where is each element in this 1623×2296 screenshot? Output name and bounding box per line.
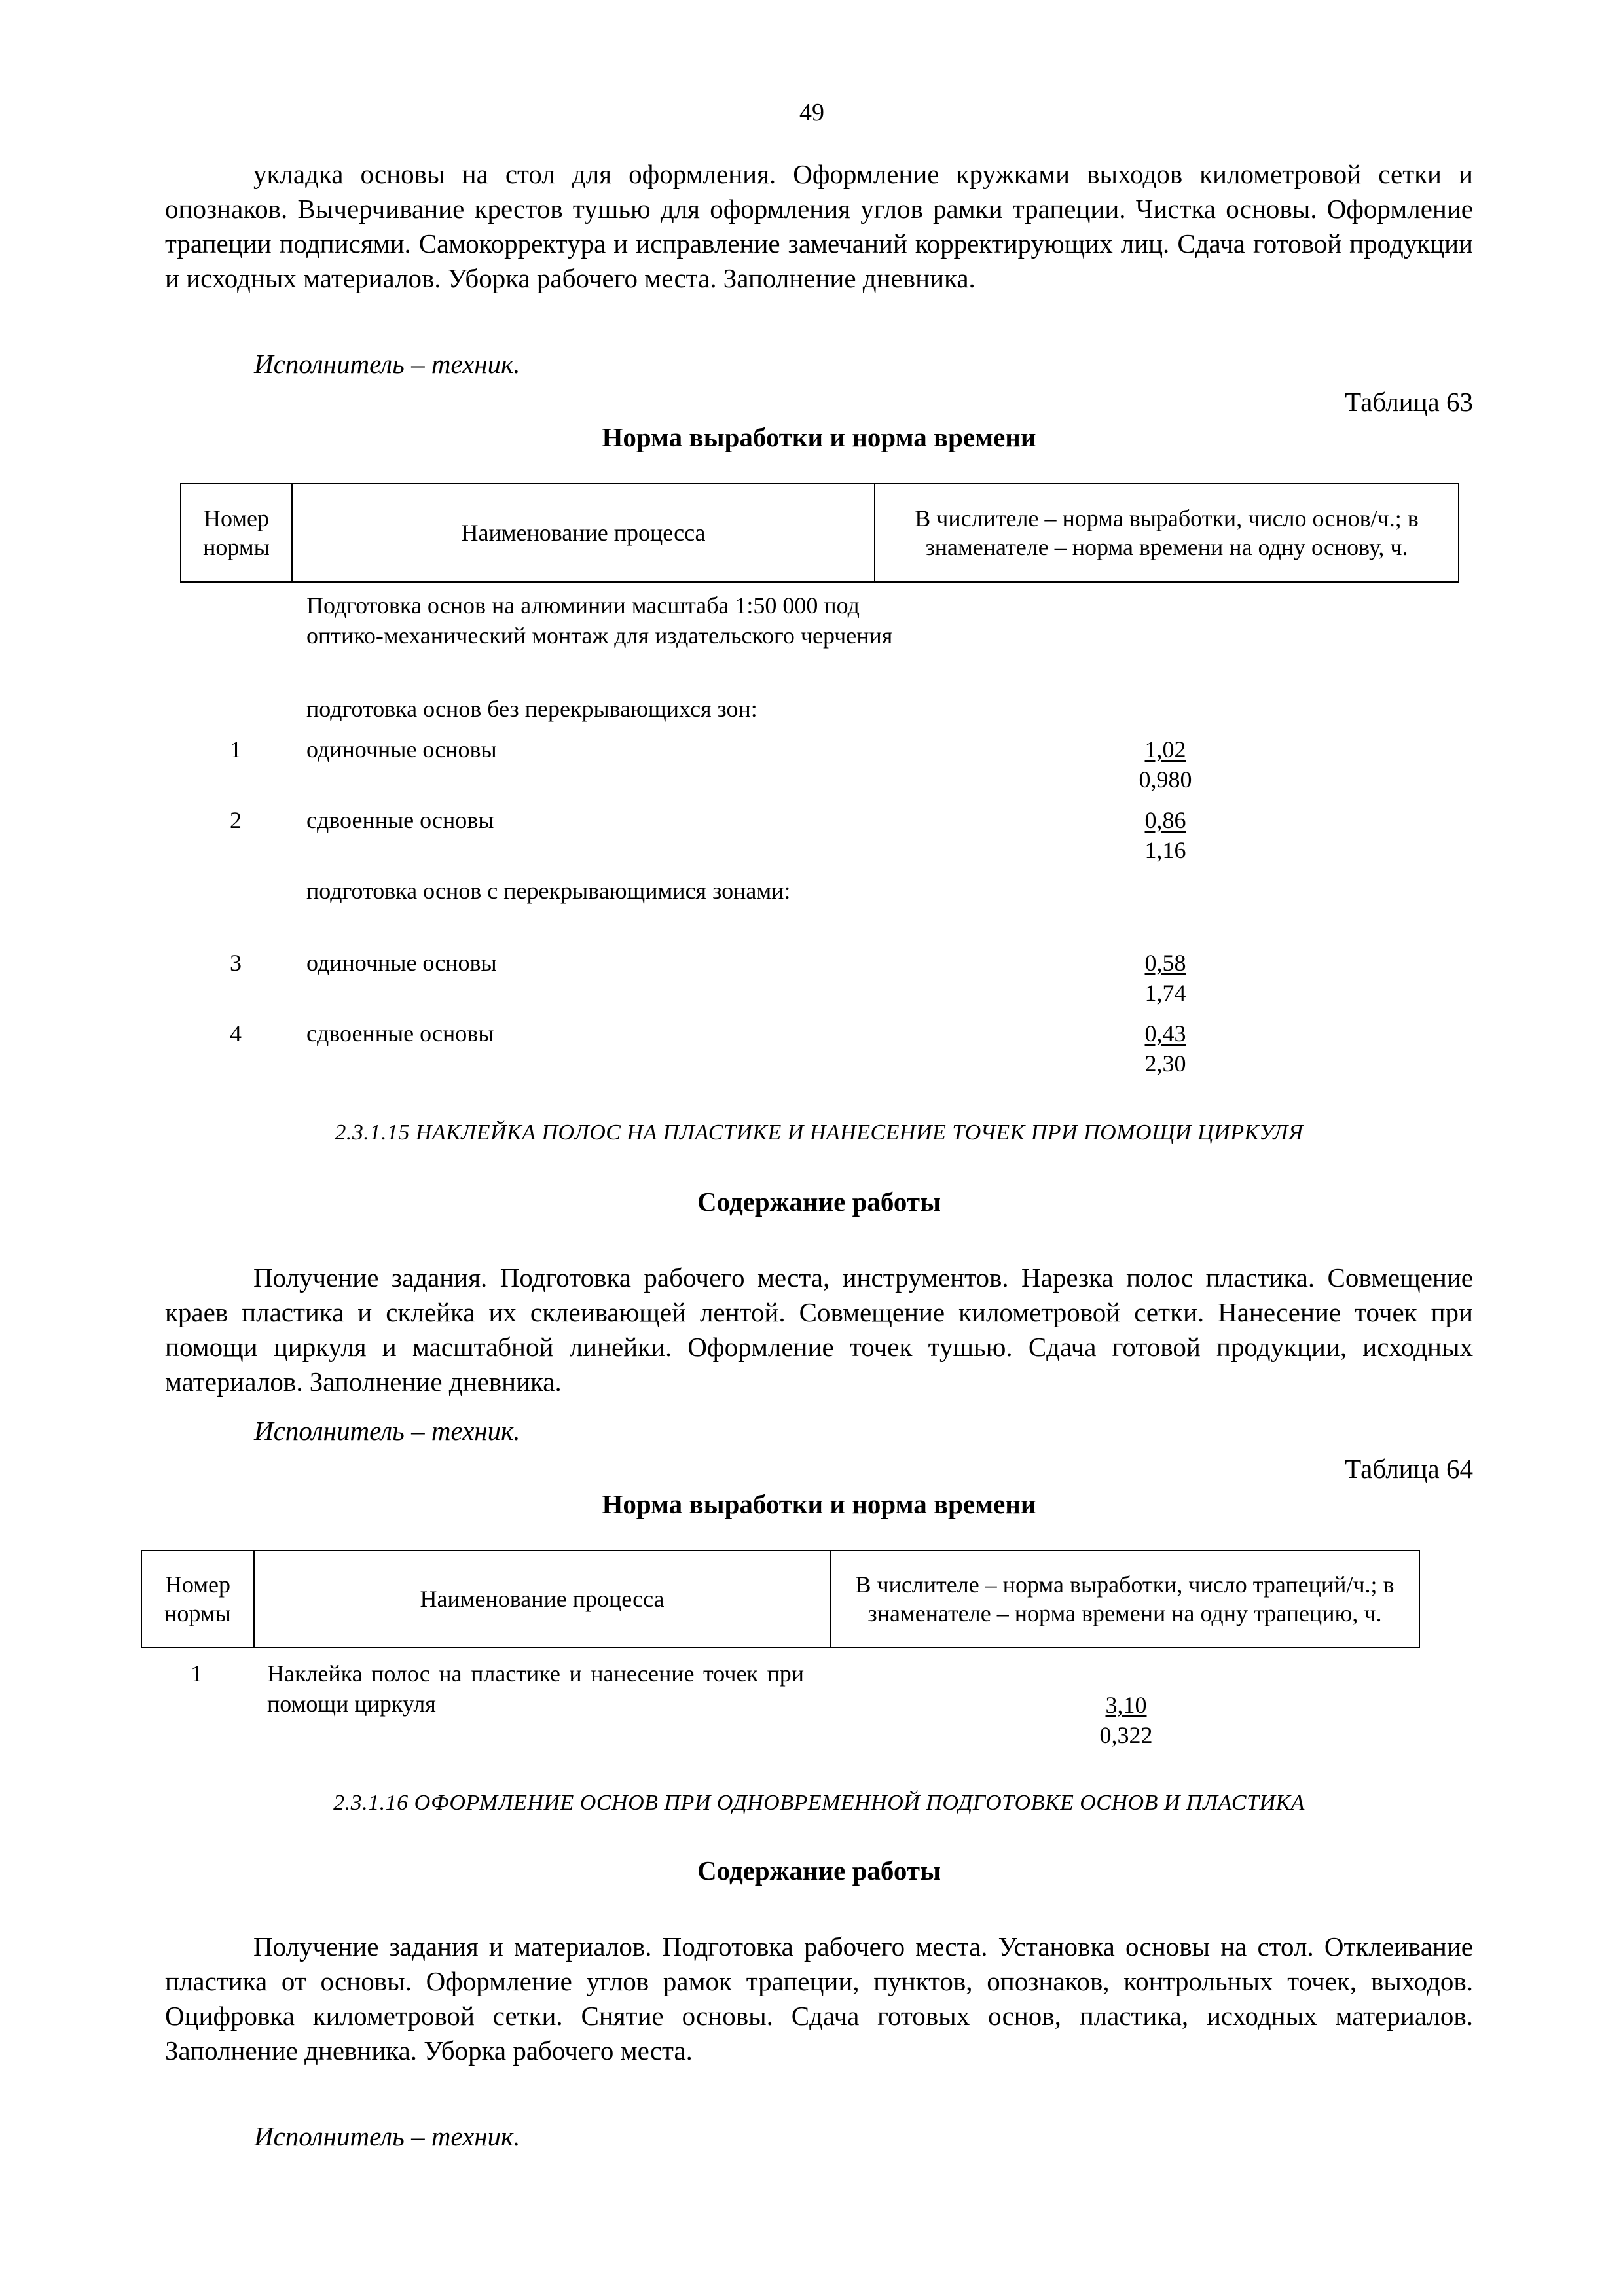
table64-row1-num: 1 <box>191 1660 202 1687</box>
denominator: 1,16 <box>1144 837 1186 863</box>
section-15-heading: 2.3.1.15 НАКЛЕЙКА ПОЛОС НА ПЛАСТИКЕ И НАНЕСЕНИЕ ТОЧЕК ПРИ ПОМОЩИ ЦИРКУЛЯ <box>335 1121 1304 1145</box>
denominator: 0,322 <box>1099 1722 1153 1748</box>
table63-label: Таблица 63 <box>1345 387 1473 417</box>
table63-row3-num: 3 <box>230 950 242 976</box>
section-15-content-title: Содержание работы <box>697 1187 941 1217</box>
section-15-paragraph: Получение задания. Подготовка рабочего места, инструментов. Нарезка полос пластика. Совмещение краев пластика и склейка их склеивающей лентой. Совмещение километровой сетки. Нанесение точек при помощи циркуля и масштабной линейки. Оформление точек тушью. Сдача готовой продукции, исходных материалов. Заполнение дневника. <box>165 1263 1473 1397</box>
table63-col-process: Наименование процесса <box>292 484 875 582</box>
numerator: 3,10 <box>1105 1692 1147 1718</box>
table63-row4-name: сдвоенные основы <box>306 1020 494 1047</box>
table63-subgroup-1: подготовка основ без перекрывающихся зон: <box>306 696 757 722</box>
table63-row1-value <box>1100 734 1231 795</box>
table64-row1-value <box>1061 1690 1192 1750</box>
table64-col-process: Наименование процесса <box>254 1551 830 1647</box>
table63-row1-name: одиночные основы <box>306 736 497 762</box>
table63-row3-value <box>1100 948 1231 1008</box>
numerator: 0,86 <box>1144 807 1186 833</box>
table63-row3-name: одиночные основы <box>306 950 497 976</box>
table64-col-number: Номер нормы <box>141 1551 254 1647</box>
numerator: 0,58 <box>1144 950 1186 976</box>
denominator: 0,980 <box>1139 766 1192 793</box>
numerator: 0,43 <box>1144 1020 1186 1047</box>
table63-row1-num: 1 <box>230 736 242 762</box>
table63-header <box>180 483 1459 583</box>
section-16-executor: Исполнитель – техник. <box>254 2121 520 2151</box>
section-16-heading: 2.3.1.16 ОФОРМЛЕНИЕ ОСНОВ ПРИ ОДНОВРЕМЕННОЙ ПОДГОТОВКЕ ОСНОВ И ПЛАСТИКА <box>333 1791 1305 1815</box>
table63-subgroup-2: подготовка основ с перекрывающимися зонами: <box>306 878 791 904</box>
table63-col-norm: В числителе – норма выработки, число основ/ч.; в знаменателе – норма времени на одну основу, ч. <box>875 484 1459 582</box>
denominator: 2,30 <box>1144 1050 1186 1077</box>
table63-row4-value <box>1100 1018 1231 1079</box>
table63-row2-name: сдвоенные основы <box>306 807 494 833</box>
table64-row1-name: Наклейка полос на пластике и нанесение точек при помощи циркуля <box>267 1660 804 1717</box>
intro-paragraph: укладка основы на стол для оформления. Оформление кружками выходов километровой сетки и опознаков. Вычерчивание крестов тушью для оформления углов рамки трапеции. Чистка основы. Оформление трапеции подписями. Самокорректура и исправление замечаний корректирующих лиц. Сдача готовой продукции и исходных материалов. Уборка рабочего места. Заполнение дневника. <box>165 159 1473 293</box>
table64-header <box>141 1550 1420 1648</box>
table64-col-norm: В числителе – норма выработки, число трапеций/ч.; в знаменателе – норма времени на одну трапецию, ч. <box>830 1551 1419 1647</box>
section-16-content-title: Содержание работы <box>697 1856 941 1886</box>
table63-col-number: Номер нормы <box>181 484 292 582</box>
table63-title: Норма выработки и норма времени <box>602 422 1036 452</box>
section-16-paragraph: Получение задания и материалов. Подготовка рабочего места. Установка основы на стол. Отклеивание пластика от основы. Оформление углов рамок трапеции, пунктов, опознаков, контрольных точек, выходов. Оцифровка километровой сетки. Снятие основы. Сдача готовых основ, пластика, исходных материалов. Заполнение дневника. Уборка рабочего места. <box>165 1931 1473 2066</box>
table63-row2-num: 2 <box>230 807 242 833</box>
page-number: 49 <box>799 99 824 126</box>
table63-row4-num: 4 <box>230 1020 242 1047</box>
table64-label: Таблица 64 <box>1345 1454 1473 1484</box>
table63-row2-value <box>1100 805 1231 865</box>
section-15-executor: Исполнитель – техник. <box>254 1416 520 1446</box>
executor-1: Исполнитель – техник. <box>254 349 520 379</box>
denominator: 1,74 <box>1144 980 1186 1006</box>
table63-group-title: Подготовка основ на алюминии масштаба 1:50 000 под оптико-механический монтаж для издательского черчения <box>306 592 893 649</box>
numerator: 1,02 <box>1144 736 1186 762</box>
table64-title: Норма выработки и норма времени <box>602 1489 1036 1519</box>
